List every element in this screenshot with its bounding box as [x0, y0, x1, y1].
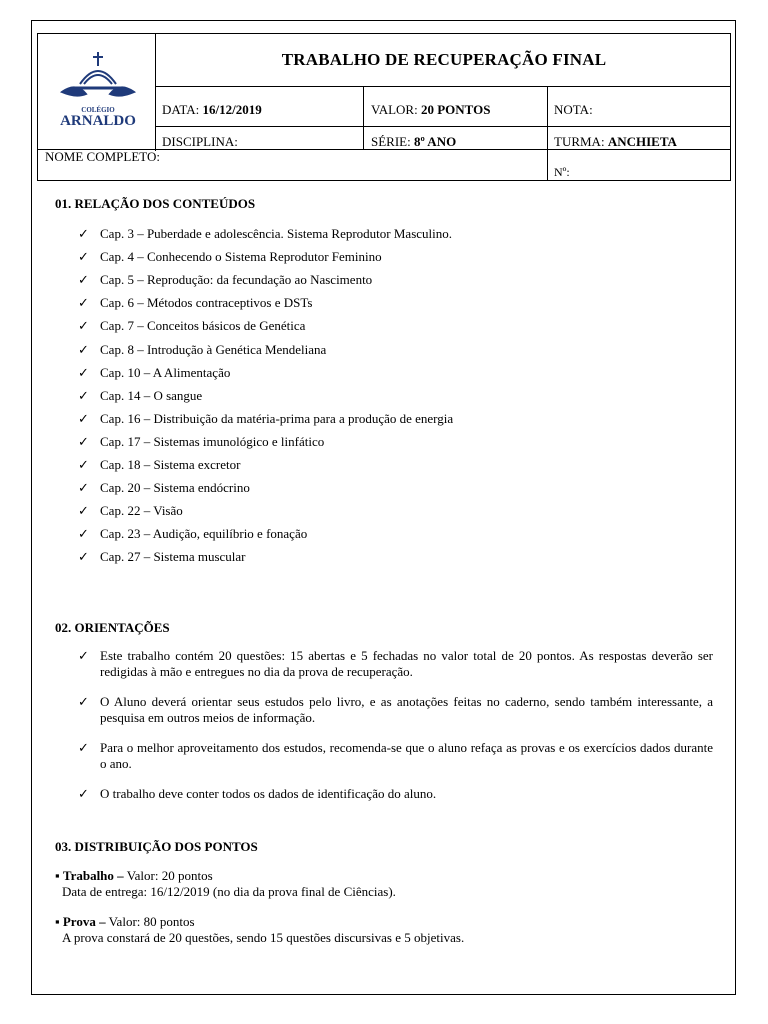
- content-item: [78, 388, 202, 404]
- guideline-text: O trabalho deve conter todos os dados de identificação do aluno.: [100, 786, 437, 801]
- section-3-title: 03. DISTRIBUIÇÃO DOS PONTOS: [55, 839, 258, 854]
- content-item-text: Cap. 7 – Conceitos básicos de Genética: [100, 318, 306, 334]
- content-item-text: Cap. 3 – Puberdade e adolescência. Sistema Reprodutor Masculino.: [100, 226, 452, 241]
- checkmark-icon: ✓: [78, 648, 89, 663]
- subject-field: DISCIPLINA:: [162, 134, 238, 149]
- content-item: [78, 480, 250, 496]
- content-item-text: Cap. 27 – Sistema muscular: [100, 549, 246, 565]
- full-name-field: NOME COMPLETO:: [45, 149, 160, 164]
- content-item: [78, 226, 452, 242]
- checkmark-icon: ✓: [78, 410, 89, 426]
- section-1-title: 01. RELAÇÃO DOS CONTEÚDOS: [55, 196, 256, 211]
- content-item: [78, 249, 382, 265]
- guideline-text: Este trabalho contém 20 questões: 15 abertas e 5 fechadas no valor total de 20 pontos. As respostas deverão ser redigidas à mão e entregues no dia da prova de recuperação.: [100, 648, 713, 679]
- checkmark-icon: ✓: [78, 457, 89, 472]
- checkmark-icon: ✓: [78, 387, 89, 403]
- content-item-text: Cap. 4 – Conhecendo o Sistema Reprodutor Feminino: [100, 249, 382, 265]
- content-item: [78, 526, 307, 542]
- content-item-text: Cap. 20 – Sistema endócrino: [100, 480, 250, 496]
- document-title: TRABALHO DE RECUPERAÇÃO FINAL: [281, 50, 607, 69]
- logo-text-top: COLÉGIO: [81, 106, 115, 114]
- section-2-title: 02. ORIENTAÇÕES: [55, 620, 170, 635]
- content-item-text: Cap. 23 – Audição, equilíbrio e fonação: [100, 526, 308, 542]
- content-item-text: Cap. 22 – Visão: [100, 503, 183, 519]
- content-item: [78, 342, 326, 358]
- value-field: VALOR: 20 PONTOS: [371, 102, 491, 117]
- guideline-text: Para o melhor aproveitamento dos estudos, recomenda-se que o aluno refaça as provas e os exercícios dados durante o ano.: [100, 740, 713, 771]
- content-item: [78, 318, 305, 334]
- content-item-text: Cap. 5 – Reprodução: da fecundação ao Nascimento: [100, 272, 373, 288]
- exam-distribution: ▪ Prova – Valor: 80 pontos A prova constará de 20 questões, sendo 15 questões discursivas e 5 objetivas.: [55, 914, 465, 945]
- content-item-text: Cap. 14 – O sangue: [100, 387, 203, 403]
- content-item: [78, 503, 183, 519]
- checkmark-icon: ✓: [78, 549, 89, 565]
- guideline-item: [78, 740, 718, 774]
- content-item: [78, 295, 312, 311]
- checkmark-icon: ✓: [78, 341, 89, 357]
- checkmark-icon: ✓: [78, 480, 89, 496]
- content-item: [78, 365, 230, 381]
- content-item: [78, 411, 453, 427]
- content-item-text: Cap. 6 – Métodos contraceptivos e DSTs: [100, 295, 313, 311]
- checkmark-icon: ✓: [78, 318, 89, 334]
- logo-text-main: ARNALDO: [60, 113, 136, 129]
- checkmark-icon: ✓: [78, 272, 89, 288]
- checkmark-icon: ✓: [78, 364, 89, 380]
- content-item-text: Cap. 18 – Sistema excretor: [100, 457, 241, 472]
- checkmark-icon: ✓: [78, 433, 89, 449]
- content-item-text: Cap. 10 – A Alimentação: [100, 364, 231, 380]
- content-item: [78, 549, 246, 565]
- work-distribution: ▪ Trabalho – Valor: 20 pontos Data de entrega: 16/12/2019 (no dia da prova final de Ciências).: [55, 868, 396, 899]
- school-logo: [46, 40, 150, 140]
- grade-field: NOTA:: [554, 102, 593, 117]
- class-field: TURMA: ANCHIETA: [554, 134, 677, 149]
- guideline-item: [78, 786, 718, 804]
- checkmark-icon: ✓: [78, 295, 89, 311]
- checkmark-icon: ✓: [78, 503, 89, 519]
- content-item-text: Cap. 16 – Distribuição da matéria-prima para a produção de energia: [100, 410, 454, 426]
- guideline-text: O Aluno deverá orientar seus estudos pelo livro, e as anotações feitas no caderno, sendo também interessante, a pesquisa em outros meios de informação.: [100, 694, 713, 725]
- checkmark-icon: ✓: [78, 694, 89, 709]
- checkmark-icon: ✓: [78, 740, 89, 755]
- checkmark-icon: ✓: [78, 786, 89, 801]
- content-item: [78, 457, 240, 473]
- guideline-item: [78, 694, 718, 728]
- guideline-item: [78, 648, 718, 682]
- grade-year-field: SÉRIE: 8º ANO: [371, 134, 457, 149]
- header-table: [37, 33, 731, 181]
- content-item-text: Cap. 17 – Sistemas imunológico e linfático: [100, 433, 325, 449]
- content-item: [78, 272, 372, 288]
- content-item-text: Cap. 8 – Introdução à Genética Mendeliana: [100, 341, 327, 357]
- number-field: Nº:: [554, 165, 570, 179]
- content-item: [78, 434, 324, 450]
- checkmark-icon: ✓: [78, 526, 89, 542]
- checkmark-icon: ✓: [78, 249, 89, 265]
- date-field: DATA: 16/12/2019: [162, 102, 262, 117]
- checkmark-icon: ✓: [78, 226, 89, 241]
